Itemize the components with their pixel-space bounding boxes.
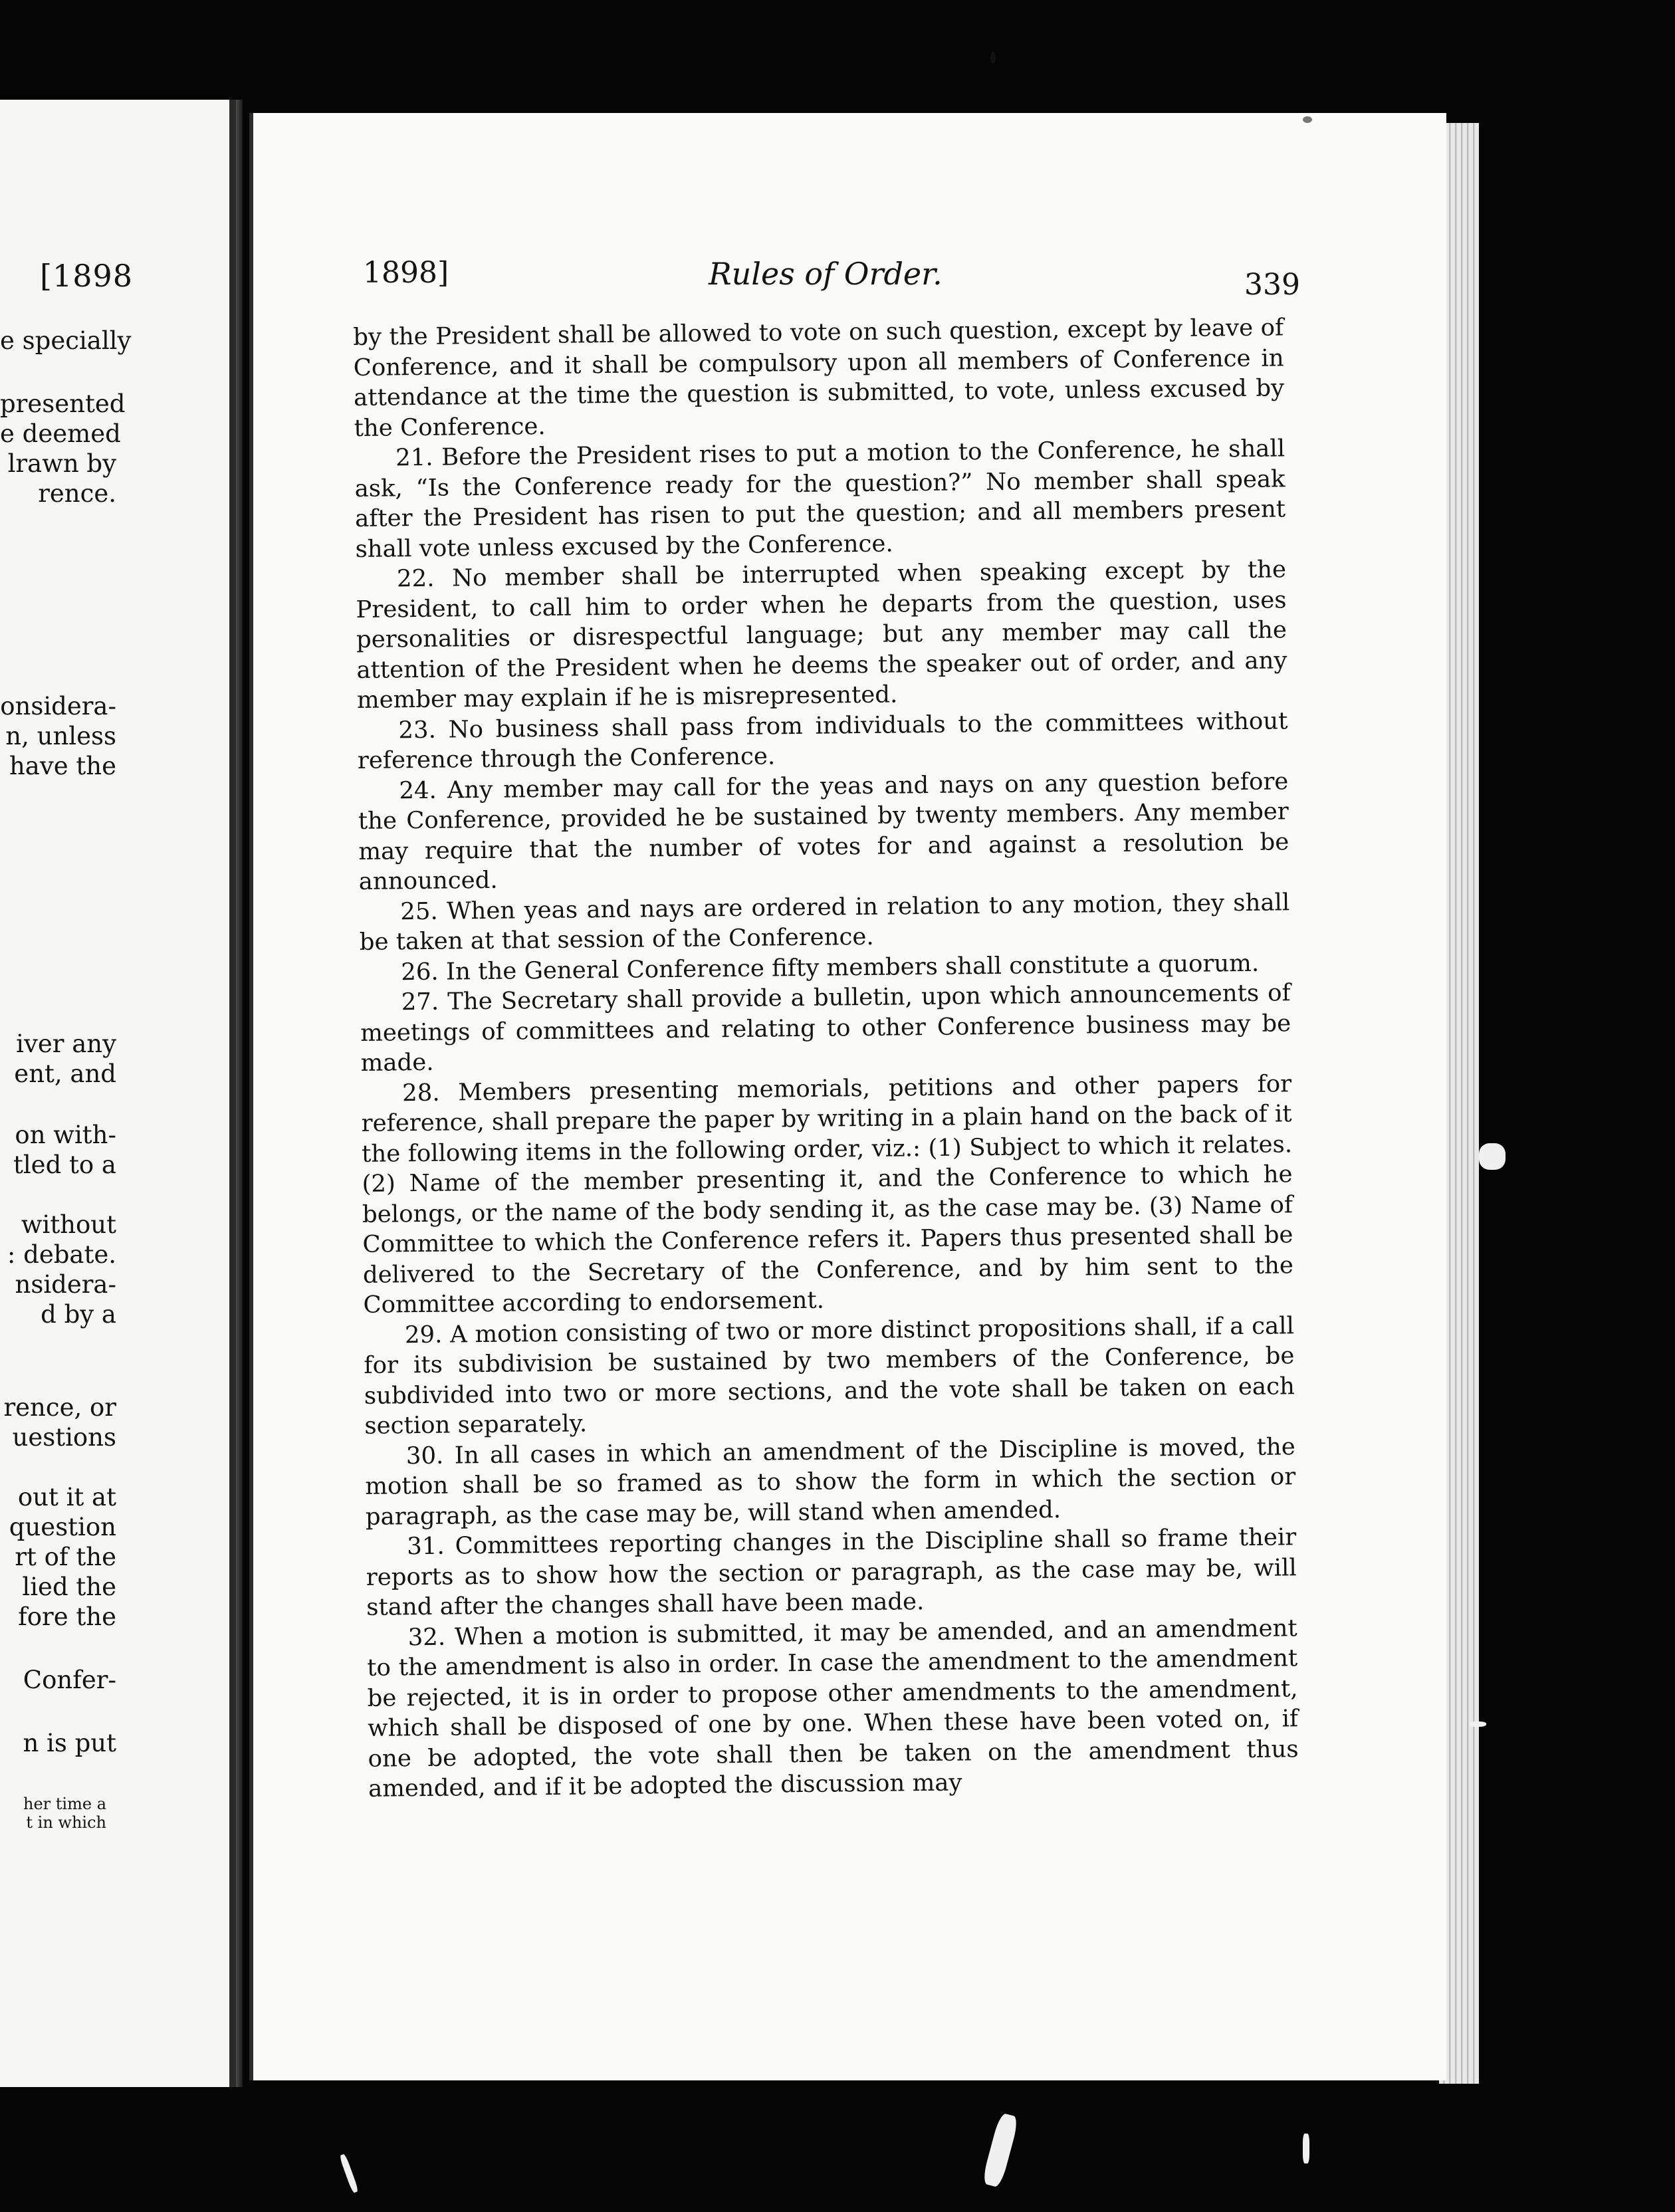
facing-page-line: rence. [38, 479, 116, 508]
facing-page-line: n is put [23, 1729, 116, 1757]
rule-paragraph: 32. When a motion is submitted, it may be amended, and an amendment to the amendment is also in order. In case the amendment to the amendment be rejected, it is in order to propose other amendments to the amendment, which shall be disposed of one by one. When these have been voted on, if one be adopted, the vote shall then be taken on the amendment thus amended, and if it be adopted the discussion may [366, 1614, 1299, 1803]
scan-blot [339, 2154, 359, 2193]
facing-page-line: presented [0, 389, 126, 418]
facing-page-line: fore the [18, 1603, 116, 1631]
scan-speck [990, 52, 996, 64]
scan-blot [1303, 2134, 1309, 2163]
rule-paragraph: 22. No member shall be interrupted when speaking except by the President, to call him to order when he departs from the question, uses personalities or disrespectful language; but any member may call the attention of the President when he deems the speaker out of order, and any member may explain if he is misrepresented. [356, 556, 1287, 714]
facing-page-line: out it at [17, 1483, 116, 1511]
facing-page-line: : debate. [7, 1240, 116, 1269]
facing-page-line: uestions [12, 1423, 116, 1452]
facing-page-line: n, unless [5, 722, 116, 750]
rule-paragraph: 27. The Secretary shall provide a bulletin, upon which announcements of meetings of committees and relating to other Conference business may be made. [360, 979, 1291, 1077]
facing-page-footnote: her time a [23, 1795, 106, 1813]
facing-page-footnote: t in which [26, 1813, 106, 1832]
facing-page-line: question [9, 1513, 116, 1541]
rule-paragraph: 28. Members presenting memorials, petitions and other papers for reference, shall prepare the paper by writing in a plain hand on the back of it the following items in the following order, viz.: (1) Subject to which it relates. (2) Name of the member presenting it, and the Conference to which he belongs, or the name of the body sending it, as the case may be. (3) Name of Committee to which the Conference refers it. Papers thus presented shall be delivered to the Secretary of the Conference, and by him sent to the Committee according to endorsement. [361, 1069, 1294, 1319]
facing-page-line: have the [9, 752, 116, 780]
book-page [249, 113, 1446, 2080]
scan-blot [981, 2112, 1019, 2188]
running-title: Rules of Order. [709, 256, 943, 292]
facing-page-line: without [21, 1210, 116, 1239]
facing-page-line: d by a [41, 1300, 116, 1329]
rule-paragraph: 24. Any member may call for the yeas and nays on any question before the Conference, provided he be sustained by twenty members. Any member may require that the number of votes for and against a resolution be announced. [358, 767, 1289, 895]
scan-blot [1479, 1143, 1506, 1170]
page-body [353, 312, 1299, 1804]
page-number: 339 [1244, 268, 1300, 302]
running-header [363, 256, 1300, 309]
facing-page-line: ent, and [14, 1059, 116, 1088]
facing-page-line: e deemed [0, 419, 121, 448]
rule-paragraph: 30. In all cases in which an amendment of the Discipline is moved, the motion shall be so framed as to show the form in which the section or paragraph, as the case may be, will stand when amended. [365, 1432, 1296, 1531]
facing-page-line: lied the [22, 1573, 116, 1601]
facing-page-line: rt of the [15, 1543, 116, 1571]
facing-page-line: tled to a [13, 1151, 116, 1179]
rule-paragraph: 23. No business shall pass from individuals to the committees without reference through the Conference. [357, 707, 1288, 774]
rule-paragraph: 29. A motion consisting of two or more distinct propositions shall, if a call for its subdivision be sustained by two members of the Conference, be subdivided into two or more sections, and the vote shall be taken on each section separately. [364, 1311, 1295, 1440]
facing-page-line: Confer- [23, 1666, 116, 1694]
facing-page-line: nsidera- [15, 1270, 116, 1299]
facing-page-line: iver any [16, 1030, 116, 1058]
facing-page-line: rence, or [3, 1393, 116, 1422]
facing-page-line: e specially [0, 326, 132, 355]
rule-paragraph: 26. In the General Conference fifty members shall constitute a quorum. [401, 949, 1260, 986]
scan-speck [1303, 116, 1312, 123]
facing-page-line: lrawn by [7, 449, 116, 478]
facing-page-header: [1898 [40, 258, 134, 294]
facing-page-line: on with- [15, 1121, 116, 1149]
rule-paragraph: 31. Committees reporting changes in the Discipline shall so frame their reports as to show how the section or paragraph, as the case may be, will stand after the changes shall have been made. [366, 1523, 1297, 1621]
rule-paragraph: 25. When yeas and nays are ordered in relation to any motion, they shall be taken at that session of the Conference. [359, 888, 1290, 956]
rule-paragraph: 21. Before the President rises to put a motion to the Conference, he shall ask, “Is the Conference ready for the question?” No member shall speak after the President has risen to put the question; and all members present shall vote unless excused by the Conference. [354, 435, 1286, 563]
continued-paragraph: by the President shall be allowed to vote on such question, except by leave of Conference, and it shall be compulsory upon all members of Conference in attendance at the time the question is submitted, to vote, unless excused by the Conference. [353, 314, 1285, 442]
header-year: 1898] [363, 256, 449, 290]
facing-page-line: onsidera- [0, 692, 116, 720]
scan-blot [1469, 1721, 1486, 1727]
facing-page [0, 100, 236, 2087]
